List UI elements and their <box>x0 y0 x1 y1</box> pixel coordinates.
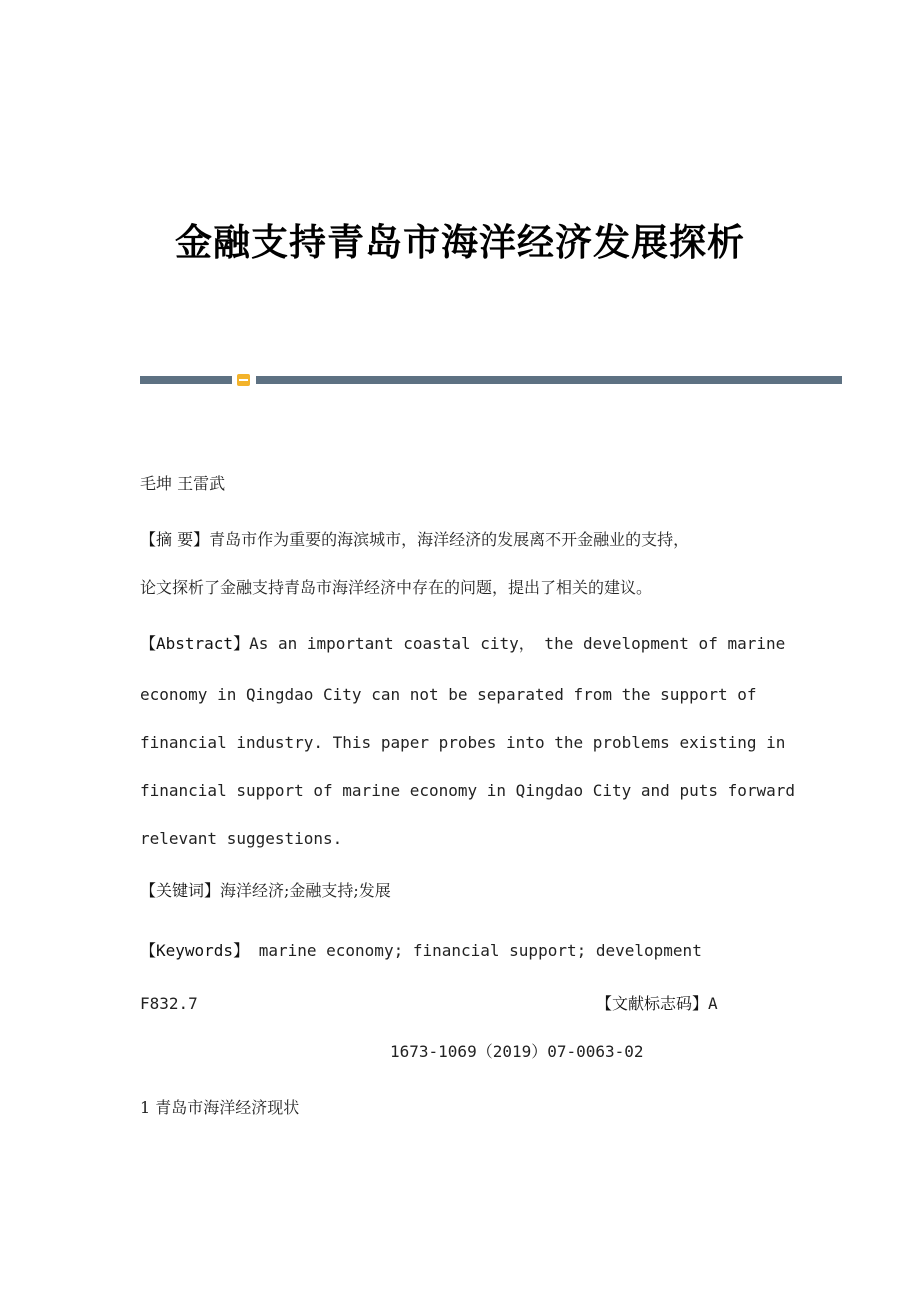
doc-code-value: A <box>708 994 718 1013</box>
clc-number: F832.7 <box>140 994 198 1013</box>
keywords-cn <box>140 881 391 901</box>
paper-title: 金融支持青岛市海洋经济发展探析 <box>175 220 745 264</box>
abstract-en-line-1 <box>140 634 785 654</box>
abstract-cn-text-1: 青岛市作为重要的海滨城市，海洋经济的发展离不开金融业的支持， <box>209 530 690 549</box>
abstract-en-label: 【Abstract】 <box>140 634 250 653</box>
abstract-cn-line-2: 论文探析了金融支持青岛市海洋经济中存在的问题，提出了相关的建议。 <box>140 578 653 597</box>
keywords-en-text: marine economy; financial support; development <box>249 941 702 960</box>
doc-code <box>596 994 718 1014</box>
keywords-cn-label: 【关键词】 <box>140 881 221 900</box>
abstract-en-line-2: economy in Qingdao City can not be separated from the support of <box>140 685 757 704</box>
title-divider <box>140 374 842 386</box>
abstract-en-line-3: financial industry. This paper probes into the problems existing in <box>140 733 786 752</box>
abstract-en-text-1: As an important coastal city， the development of marine <box>249 634 786 653</box>
authors: 毛坤 王雷武 <box>140 474 226 493</box>
keywords-en-label: 【Keywords】 <box>140 941 250 960</box>
divider-ornament-icon <box>237 374 250 386</box>
section-1-heading: 1 青岛市海洋经济现状 <box>140 1098 300 1117</box>
article-id: 1673-1069（2019）07-0063-02 <box>390 1042 644 1061</box>
divider-bar-right <box>256 376 842 384</box>
abstract-cn-line-1 <box>140 530 689 550</box>
abstract-en-line-4: financial support of marine economy in Qingdao City and puts forward <box>140 781 796 800</box>
abstract-cn-label: 【摘 要】 <box>140 530 210 549</box>
divider-bar-left <box>140 376 232 384</box>
keywords-en <box>140 941 702 961</box>
keywords-cn-text: 海洋经济;金融支持;发展 <box>220 881 391 900</box>
doc-code-label: 【文献标志码】 <box>596 994 709 1013</box>
abstract-en-line-5: relevant suggestions. <box>140 829 343 848</box>
